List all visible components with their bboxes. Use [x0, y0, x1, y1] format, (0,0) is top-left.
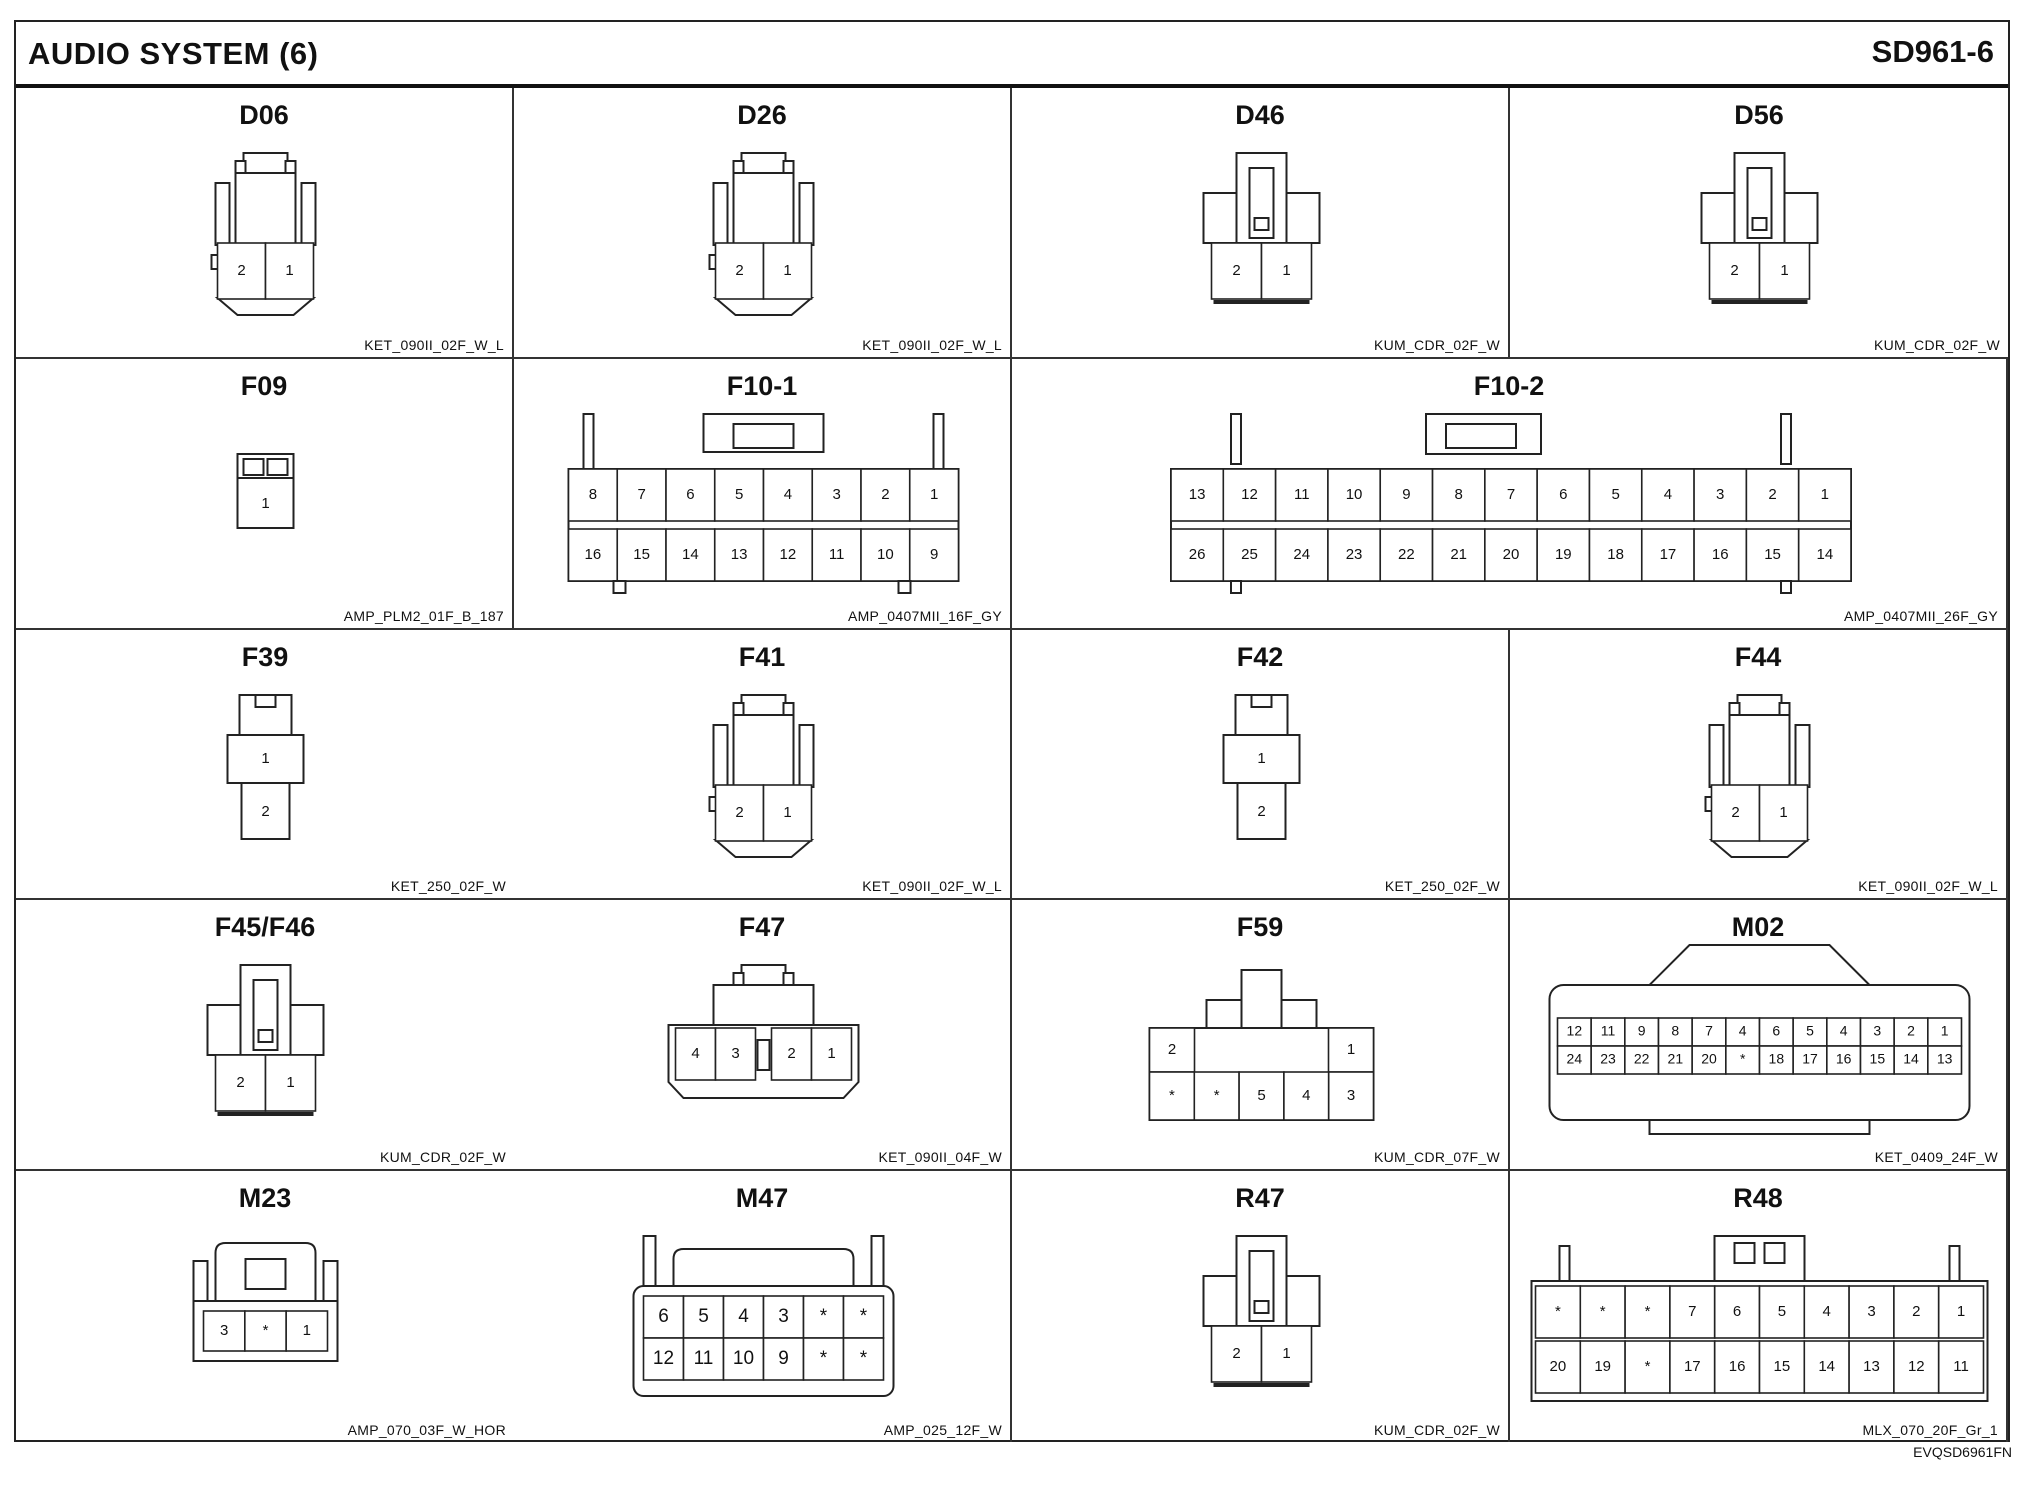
housing-outline [218, 298, 314, 315]
pin-label: 6 [686, 485, 695, 503]
pin-label: 2 [1257, 802, 1266, 820]
pin-label: 9 [929, 545, 939, 563]
housing-outline [716, 298, 812, 315]
housing-outline [800, 725, 814, 787]
connector-cell [1012, 359, 2008, 630]
connector-drawing [514, 900, 1012, 1170]
housing-outline [1252, 695, 1272, 707]
pin-label: * [1644, 1358, 1651, 1376]
pin-label: 3 [1346, 1087, 1356, 1105]
pin-label: 15 [633, 545, 650, 563]
connector-cell [1510, 88, 2008, 359]
connector-cell [1510, 1171, 2008, 1442]
connector-cell [16, 900, 514, 1171]
housing-outline [1765, 1243, 1785, 1263]
pin-label: 24 [1566, 1051, 1583, 1068]
connector-id: F59 [1236, 912, 1284, 943]
pin-label: 16 [584, 545, 602, 563]
part-number: AMP_025_12F_W [883, 1421, 1002, 1438]
part-number: KET_090II_02F_W_L [364, 336, 504, 353]
pin-label: 16 [1711, 545, 1729, 563]
connector-drawing [514, 630, 1012, 900]
pin-label: 23 [1600, 1051, 1616, 1068]
pin-label: 2 [787, 1045, 796, 1063]
housing-outline [614, 581, 626, 593]
connector-drawing [514, 359, 1012, 629]
pin-label: 20 [1502, 545, 1520, 563]
connector-cell [1510, 630, 2008, 901]
connector-drawing [1510, 630, 2008, 900]
housing-outline [584, 414, 594, 469]
pin-label: 14 [1816, 545, 1834, 563]
part-number: KET_0409_24F_W [1874, 1149, 1998, 1166]
pin-label: 4 [1839, 1023, 1848, 1040]
connector-drawing [514, 1171, 1012, 1441]
housing-outline [268, 459, 288, 475]
pin-label: 1 [1282, 261, 1291, 279]
pin-label: 2 [735, 803, 744, 821]
pin-label: 11 [1953, 1358, 1969, 1376]
pin-label: 11 [828, 545, 845, 563]
pin-label: 2 [236, 1074, 245, 1092]
pin-label: 21 [1450, 545, 1468, 563]
pin-label: 4 [1822, 1303, 1831, 1321]
housing-outline [1735, 1243, 1755, 1263]
pin-label: 15 [1773, 1358, 1791, 1376]
part-number: AMP_070_03F_W_HOR [347, 1421, 506, 1438]
pin-label: 8 [588, 485, 598, 503]
pin-label: 7 [1705, 1023, 1713, 1040]
housing-outline [1710, 725, 1724, 787]
pin-label: 2 [1167, 1041, 1177, 1059]
connector-id: F45/F46 [214, 912, 316, 943]
connector-cell [16, 1171, 514, 1442]
pin-label: 4 [1663, 485, 1673, 503]
housing-outline [714, 985, 814, 1025]
pin-label: * [819, 1348, 828, 1370]
connector-id: F10-1 [726, 370, 798, 401]
pin-label: * [819, 1306, 828, 1328]
pin-label: 19 [1594, 1358, 1612, 1376]
connector-cell [514, 900, 1012, 1171]
pin-label: 1 [1257, 749, 1266, 767]
connector-sheet [14, 20, 2010, 1442]
pin-label: 4 [1302, 1087, 1311, 1105]
pin-label: 16 [1835, 1051, 1852, 1068]
pin-label: 7 [1688, 1303, 1697, 1321]
housing-outline [236, 173, 296, 245]
connector-cell [1012, 900, 1510, 1171]
connector-drawing [16, 88, 514, 358]
connector-id: F42 [1236, 641, 1284, 672]
pin-label: 12 [1241, 485, 1258, 503]
pin-label: * [1168, 1087, 1175, 1105]
pin-label: 6 [1559, 485, 1568, 503]
connector-drawing [1012, 900, 1510, 1170]
pin-label: 2 [1768, 485, 1777, 503]
housing-outline [1231, 414, 1241, 464]
connector-id: D56 [1734, 100, 1784, 130]
housing-outline [716, 840, 812, 857]
pin-label: 17 [1683, 1358, 1701, 1376]
part-number: AMP_0407MII_16F_GY [847, 607, 1002, 624]
connector-drawing [1012, 88, 1510, 358]
pin-label: 18 [1768, 1051, 1785, 1068]
pin-label: 13 [1936, 1051, 1953, 1068]
housing-outline [1715, 1236, 1805, 1281]
pin-label: 14 [1818, 1358, 1836, 1376]
pin-label: 7 [637, 485, 646, 503]
housing-outline [644, 1236, 656, 1291]
part-number: MLX_070_20F_Gr_1 [1862, 1421, 1998, 1438]
connector-cell [514, 88, 1012, 359]
connector-id: R48 [1733, 1183, 1783, 1214]
part-number: AMP_0407MII_26F_GY [1843, 607, 1998, 624]
housing-outline [324, 1261, 338, 1306]
part-number: KUM_CDR_02F_W [379, 1149, 506, 1166]
connector-cell [514, 1171, 1012, 1442]
pin-label: 20 [1701, 1051, 1717, 1068]
pin-label: 12 [1566, 1023, 1583, 1040]
housing-outline [758, 1040, 770, 1070]
pin-label: * [1213, 1087, 1220, 1105]
pin-label: 16 [1728, 1358, 1746, 1376]
connector-id: D06 [239, 100, 289, 130]
connector-id: M23 [238, 1183, 292, 1214]
connector-id: F09 [240, 370, 288, 401]
pin-label: * [1644, 1303, 1651, 1321]
connector-cell [1012, 88, 1510, 359]
pin-label: 1 [783, 803, 792, 821]
pin-label: 1 [1282, 1345, 1291, 1363]
pin-label: 13 [1863, 1358, 1880, 1376]
pin-label: * [859, 1348, 868, 1370]
pin-label: 2 [237, 261, 246, 279]
pin-label: 4 [783, 485, 793, 503]
pin-label: 1 [261, 749, 270, 767]
pin-label: 5 [1611, 485, 1620, 503]
housing-outline [1781, 414, 1791, 464]
housing-outline [800, 183, 814, 245]
pin-label: 5 [1777, 1303, 1787, 1321]
pin-label: 4 [691, 1045, 700, 1063]
part-number: KET_250_02F_W [1384, 878, 1500, 895]
pin-label: 18 [1607, 545, 1624, 563]
part-number: KUM_CDR_07F_W [1373, 1149, 1500, 1166]
pin-label: 4 [738, 1306, 749, 1328]
connector-drawing [514, 88, 1012, 358]
pin-label: 1 [1820, 485, 1830, 503]
pin-label: 1 [1940, 1023, 1949, 1040]
connector-id: F44 [1734, 641, 1782, 672]
housing-outline [216, 183, 230, 245]
pin-label: 14 [682, 545, 699, 563]
pin-label: 2 [735, 261, 744, 279]
sheet-header [16, 22, 2008, 88]
housing-outline [302, 183, 316, 245]
housing-outline [714, 183, 728, 245]
connector-id: F39 [241, 641, 289, 672]
housing-outline [1231, 581, 1241, 593]
pin-label: 3 [832, 485, 841, 503]
housing-outline [899, 581, 911, 593]
pin-label: 22 [1633, 1051, 1650, 1068]
pin-label: 6 [658, 1306, 669, 1328]
pin-label: 2 [1232, 1345, 1241, 1363]
pin-label: 3 [731, 1045, 740, 1063]
housing-outline [734, 173, 794, 245]
connector-cell [1510, 900, 2008, 1171]
pin-label: 26 [1188, 545, 1206, 563]
housing-outline [1255, 218, 1269, 230]
pin-label: 17 [1659, 545, 1677, 563]
pin-label: 1 [929, 485, 939, 503]
housing-outline [1796, 725, 1810, 787]
pin-label: 2 [1232, 261, 1241, 279]
connector-id: R47 [1235, 1183, 1285, 1214]
pin-label: 1 [285, 261, 294, 279]
pin-label: 11 [1293, 485, 1310, 503]
pin-label: 8 [1671, 1023, 1680, 1040]
connector-drawing [1510, 1171, 2008, 1441]
pin-label: 1 [827, 1045, 836, 1063]
part-number: KET_090II_02F_W_L [862, 336, 1002, 353]
pin-label: * [1739, 1051, 1746, 1068]
part-number: KET_090II_02F_W_L [862, 878, 1002, 895]
pin-label: 1 [302, 1322, 312, 1340]
pin-label: 12 [1907, 1358, 1925, 1376]
pin-label: 25 [1241, 545, 1258, 563]
pin-label: 6 [1772, 1023, 1781, 1040]
pin-label: 3 [1873, 1023, 1882, 1040]
pin-label: 1 [1779, 803, 1788, 821]
pin-label: 22 [1398, 545, 1415, 563]
pin-label: 12 [652, 1348, 675, 1370]
housing-outline [1242, 970, 1282, 1028]
connector-id: M02 [1731, 912, 1785, 943]
housing-outline [872, 1236, 884, 1291]
pin-label: 9 [1402, 485, 1411, 503]
pin-label: 5 [734, 485, 744, 503]
pin-label: 24 [1293, 545, 1311, 563]
pin-label: 21 [1667, 1051, 1684, 1068]
pin-label: 2 [1912, 1303, 1921, 1321]
connector-cell [16, 359, 514, 630]
part-number: KUM_CDR_02F_W [1373, 1421, 1500, 1438]
pin-label: 7 [1506, 485, 1516, 503]
connector-drawing [1012, 1171, 1510, 1441]
housing-outline [256, 695, 276, 707]
connector-grid [16, 88, 2008, 1442]
pin-label: 23 [1345, 545, 1363, 563]
pin-label: 1 [1346, 1041, 1356, 1059]
pin-label: 3 [219, 1322, 229, 1340]
pin-label: 5 [1257, 1087, 1266, 1105]
housing-outline [1650, 1120, 1870, 1134]
connector-cell [514, 630, 1012, 901]
pin-label: 2 [1730, 261, 1739, 279]
pin-label: * [859, 1306, 868, 1328]
connector-id: D26 [737, 100, 787, 130]
pin-label: 15 [1869, 1051, 1886, 1068]
pin-label: 10 [732, 1348, 755, 1370]
housing-outline [714, 725, 728, 787]
connector-cell [16, 630, 514, 901]
pin-label: 8 [1454, 485, 1463, 503]
pin-label: 1 [1780, 261, 1789, 279]
pin-label: 3 [1716, 485, 1725, 503]
pin-label: 19 [1554, 545, 1572, 563]
housing-outline [1781, 581, 1791, 593]
pin-label: 1 [261, 494, 270, 512]
housing-outline [734, 424, 794, 448]
pin-label: 9 [778, 1348, 789, 1370]
page-code: SD961-6 [1871, 34, 1994, 69]
housing-outline [244, 459, 264, 475]
housing-outline [1446, 424, 1516, 448]
part-number: KET_090II_02F_W_L [1858, 878, 1998, 895]
connector-drawing [1510, 88, 2008, 358]
pin-label: 10 [877, 545, 894, 563]
part-number: KET_090II_04F_W [878, 1149, 1002, 1166]
pin-label: 4 [1738, 1023, 1747, 1040]
pin-label: 2 [1907, 1023, 1915, 1040]
connector-drawing [1012, 359, 2008, 629]
pin-label: * [262, 1322, 269, 1340]
pin-label: 5 [698, 1306, 709, 1328]
pin-label: 14 [1903, 1051, 1919, 1068]
connector-cell [16, 88, 514, 359]
pin-label: 3 [1867, 1303, 1876, 1321]
pin-label: 2 [881, 485, 890, 503]
pin-label: 10 [1345, 485, 1363, 503]
part-number: AMP_PLM2_01F_B_187 [343, 607, 504, 624]
connector-id: M47 [735, 1183, 789, 1214]
housing-outline [1753, 218, 1767, 230]
connector-id: F41 [738, 641, 786, 672]
pin-label: 17 [1802, 1051, 1818, 1068]
housing-outline [194, 1261, 208, 1306]
housing-outline [1950, 1246, 1960, 1281]
part-number: KUM_CDR_02F_W [1373, 336, 1500, 353]
pin-label: 20 [1549, 1358, 1567, 1376]
pin-label: 5 [1806, 1023, 1814, 1040]
housing-outline [246, 1259, 286, 1289]
connector-drawing [16, 359, 514, 629]
pin-label: 9 [1637, 1023, 1646, 1040]
housing-outline [734, 715, 794, 787]
latch-hood [1650, 945, 1870, 985]
pin-label: 2 [1731, 803, 1740, 821]
connector-drawing [16, 900, 514, 1170]
document-id: EVQSD6961FN [1913, 1444, 2012, 1460]
connector-cell [1012, 630, 1510, 901]
pin-label: 3 [778, 1306, 789, 1328]
pin-label: 1 [1956, 1303, 1966, 1321]
pin-label: 11 [1600, 1023, 1616, 1040]
pin-label: 15 [1764, 545, 1781, 563]
pin-label: 1 [286, 1074, 295, 1092]
connector-id: D46 [1235, 100, 1285, 130]
housing-outline [259, 1030, 273, 1042]
housing-outline [1730, 715, 1790, 787]
connector-cell [1012, 1171, 1510, 1442]
connector-id: F10-2 [1473, 370, 1545, 401]
sheet-title: AUDIO SYSTEM (6) [28, 36, 319, 71]
connector-id: F47 [738, 912, 786, 943]
pin-label: * [1554, 1303, 1561, 1321]
connector-drawing [16, 630, 514, 900]
pin-label: 1 [783, 261, 792, 279]
part-number: KET_250_02F_W [390, 878, 506, 895]
connector-cell [514, 359, 1012, 630]
connector-drawing [16, 1171, 514, 1441]
part-number: KUM_CDR_02F_W [1873, 336, 2000, 353]
latch-hood [674, 1249, 854, 1291]
pin-label: 13 [730, 545, 748, 563]
connector-drawing [1012, 630, 1510, 900]
housing-outline [1560, 1246, 1570, 1281]
housing-outline [934, 414, 944, 469]
pin-label: 13 [1188, 485, 1206, 503]
housing-outline [1712, 840, 1808, 857]
pin-label: 2 [261, 802, 270, 820]
pin-label: 12 [779, 545, 797, 563]
connector-drawing [1510, 900, 2008, 1170]
housing-outline [1255, 1301, 1269, 1313]
pin-label: 11 [693, 1348, 714, 1370]
pin-label: * [1599, 1303, 1606, 1321]
pin-label: 6 [1732, 1303, 1742, 1321]
